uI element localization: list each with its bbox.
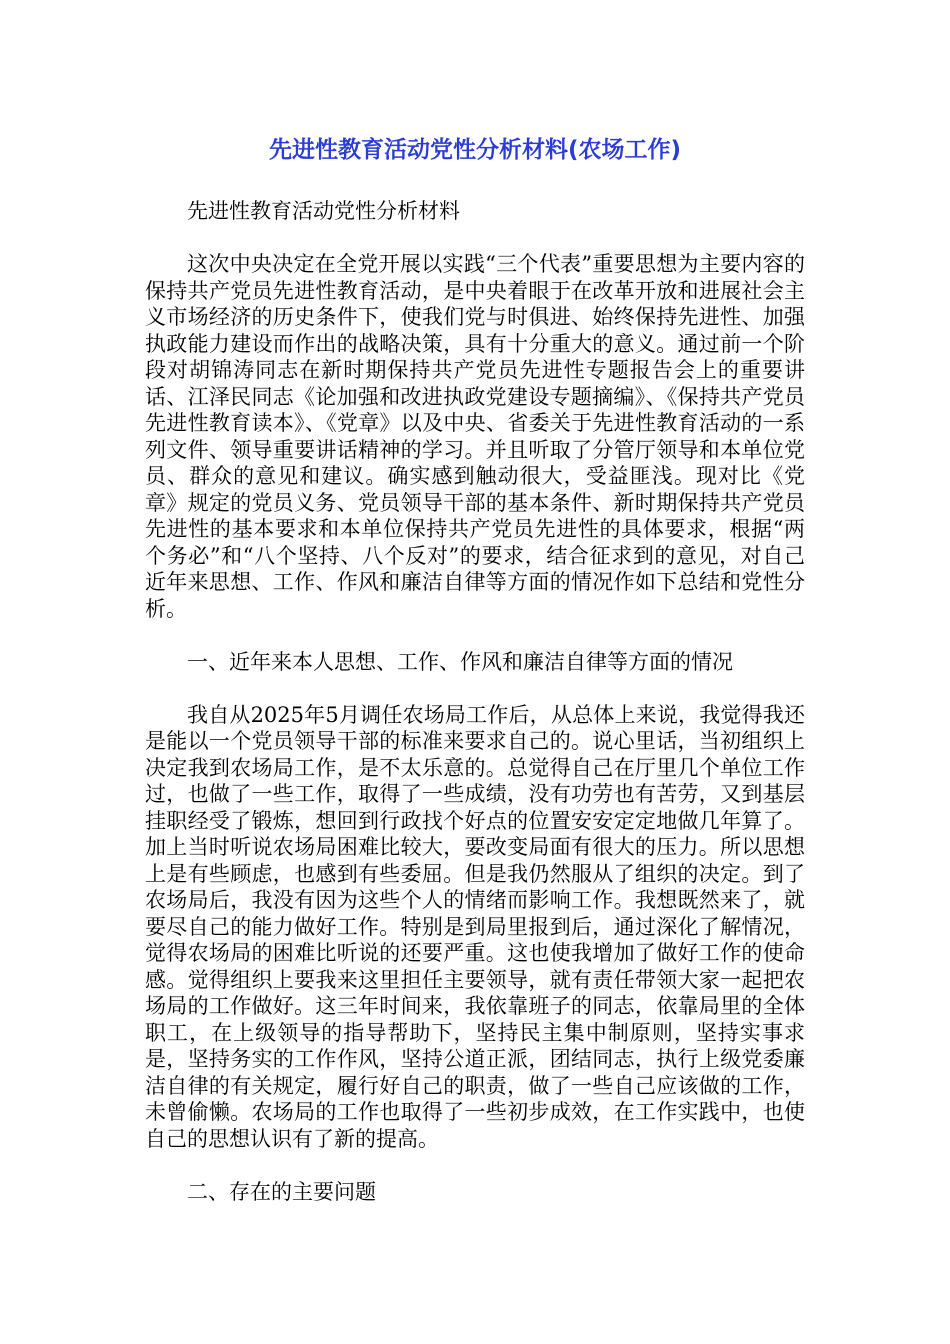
document-title: 先进性教育活动党性分析材料(农场工作)	[268, 137, 682, 163]
paragraph-section-1: 我自从2025年5月调任农场局工作后，从总体上来说，我觉得我还是能以一个党员领导干部的标准来要求自己的。说心里话，当初组织上决定我到农场局工作，是不太乐意的。总觉得自己在厅里几个单位工作过，也做了一些工作，取得了一些成绩，没有功劳也有苦劳，又到基层挂职经受了锻炼，想回到行政找个好点的位置安安定定地做几年算了。加上当时听说农场局困难比较大，要改变局面有很大的压力。所以思想上是有些顾虑，也感到有些委屈。但是我仍然服从了组织的决定。到了农场局后，我没有因为这些个人的情绪而影响工作。我想既然来了，就要尽自己的能力做好工作。特别是到局里报到后，通过深化了解情况，觉得农场局的困难比听说的还要严重。这也使我增加了做好工作的使命感。觉得组织上要我来这里担任主要领导，就有责任带领大家一起把农场局的工作做好。这三年时间来，我依靠班子的同志，依靠局里的全体职工，在上级领导的指导帮助下，坚持民主集中制原则，坚持实事求是，坚持务实的工作作风，坚持公道正派，团结同志，执行上级党委廉洁自律的有关规定，履行好自己的职责，做了一些自己应该做的工作，未曾偷懒。农场局的工作也取得了一些初步成效，在工作实践中，也使自己的思想认识有了新的提高。	[145, 702, 805, 1151]
document-page	[145, 132, 805, 1205]
paragraph-intro: 这次中央决定在全党开展以实践“三个代表”重要思想为主要内容的保持共产党员先进性教育活动，是中央着眼于在改革开放和进展社会主义市场经济的历史条件下，使我们党与时俱进、始终保持先进性、加强执政能力建设而作出的战略决策，具有十分重大的意义。通过前一个阶段对胡锦涛同志在新时期保持共产党员先进性专题报告会上的重要讲话、江泽民同志《论加强和改进执政党建设专题摘编》、《保持共产党员先进性教育读本》、《党章》以及中央、省委关于先进性教育活动的一系列文件、领导重要讲话精神的学习。并且听取了分管厅领导和本单位党员、群众的意见和建议。确实感到触动很大，受益匪浅。现对比《党章》规定的党员义务、党员领导干部的基本条件、新时期保持共产党员先进性的基本要求和本单位保持共产党员先进性的具体要求，根据“两个务必”和“八个坚持、八个反对”的要求，结合征求到的意见，对自己近年来思想、工作、作风和廉洁自律等方面的情况作如下总结和党性分析。	[145, 252, 805, 621]
section-heading-2: 二、存在的主要问题	[187, 1179, 376, 1204]
document-subtitle: 先进性教育活动党性分析材料	[187, 199, 460, 223]
section-heading-1: 一、近年来本人思想、工作、作风和廉洁自律等方面的情况	[187, 649, 733, 674]
